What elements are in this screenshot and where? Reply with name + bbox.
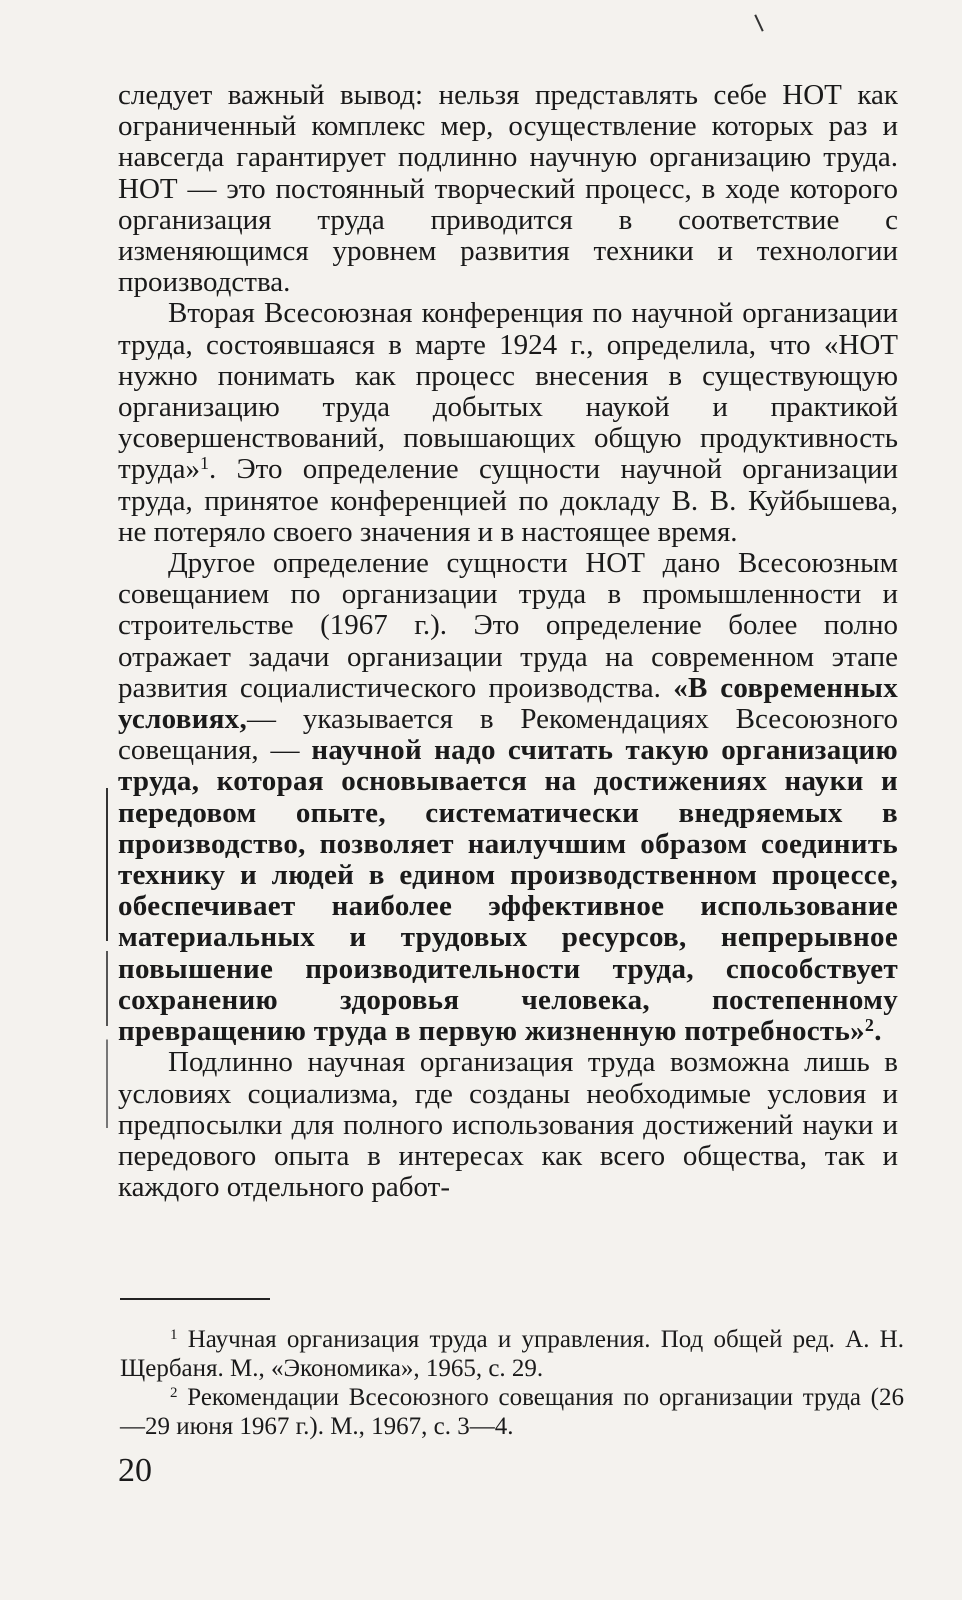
footnote-1: $^1$ Научная организация труда и управления. Под общей ред. А. Н. Щербаня. М., «Экономика», 1965, с. 29. <box>120 1326 904 1382</box>
paragraph-2: Вторая Всесоюзная конференция по научной организации труда, состоявшаяся в марте 1924 г., определила, что «НОТ нужно понимать как процесс внесения в существующую организацию труда добытых наукой и практикой усовершенствований, повышающих общую продуктивность труда»$^1$. Это определение сущности научной организации труда, принятое конференцией по докладу В. В. Куйбышева, не потеряло своего значения и в настоящее время. <box>118 297 898 548</box>
quote-definition-bold: научной надо считать такую организацию труда, которая основывается на достижениях науки и передовом опыте, систематически внедряемых в производство, позволяет наилучшим образом соединить технику и людей в едином производственном процессе, обеспечивает наиболее эффективное использование материальных и трудовых ресурсов, непрерывное повышение производительности труда, способствует сохранению здоровья человека, постепенному превращению труда в первую жизненную потребность» <box>118 734 898 1048</box>
footnote-ref-1: 1 <box>199 453 209 474</box>
footnote-ref-2: 2 <box>864 1015 875 1036</box>
quote-lead-bold: «В современных условиях, <box>118 671 898 736</box>
paragraph-4: Подлинно научная организация труда возможна лишь в условиях социализма, где созданы необходимые условия и предпосылки для полного использования достижений науки и передового опыта в интересах как всего общества, так и каждого отдельного работ- <box>118 1046 898 1204</box>
footnote-separator <box>120 1298 270 1300</box>
paragraph-1: следует важный вывод: нельзя представлять себе НОТ как ограниченный комплекс мер, осуществление которых раз и навсегда гарантирует подлинно научную организацию труда. НОТ — это постоянный творческий процесс, в ходе которого организация труда приводится в соответствие с изменяющимся уровнем развития техники и технологии производства. <box>118 79 898 299</box>
margin-pencil-line <box>106 788 108 1128</box>
scan-artifact-mark <box>754 14 763 31</box>
page-number: 20 <box>118 1452 152 1489</box>
footnotes <box>120 1325 904 1441</box>
paragraph-3: Другое определение сущности НОТ дано Всесоюзным совещанием по организации труда в промышленности и строительстве (1967 г.). Это определение более полно отражает задачи организации труда на современном этапе развития социалистического производства. «В современных условиях,— указывается в Рекомендациях Всесоюзного совещания, — научной надо считать такую организацию труда, которая основывается на достижениях науки и передовом опыте, систематически внедряемых в производство, позволяет наилучшим образом соединить технику и людей в едином производственном процессе, обеспечивает наиболее эффективное использование материальных и трудовых ресурсов, непрерывное повышение производительности труда, способствует сохранению здоровья человека, постепенному превращению труда в первую жизненную потребность»$^2$. <box>118 547 898 1048</box>
main-text <box>118 80 898 1203</box>
footnote-2: $^2$ Рекомендации Всесоюзного совещания по организации труда (26—29 июня 1967 г.). М., 1967, с. 3—4. <box>120 1384 904 1440</box>
